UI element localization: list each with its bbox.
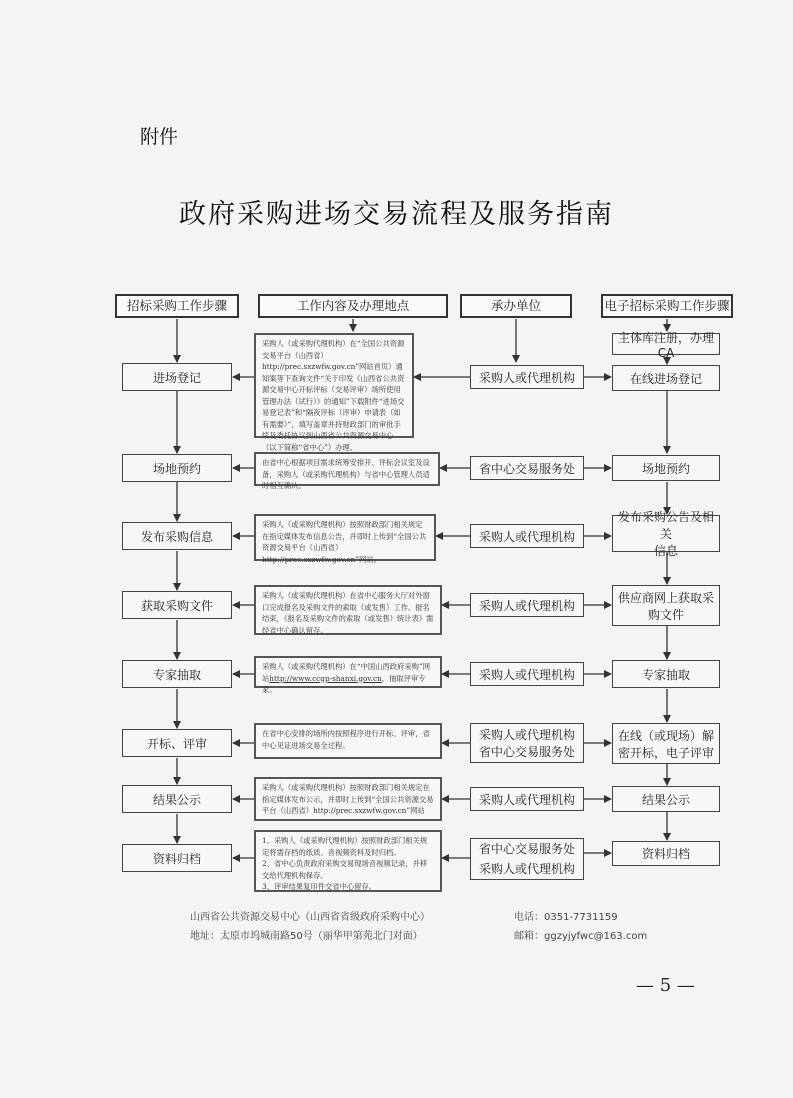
unit-expert-selection	[470, 662, 584, 686]
desc-list-item-1: 1、采购人（或采购代理机构）按照财政部门相关规定将需存档的纸质、音视频资料及时归档。	[262, 836, 428, 857]
eproc-label-line-1: 发布采购公告及相关	[617, 510, 714, 541]
eproc-label-line-1: 供应商网上获取采	[617, 590, 714, 605]
step-venue-booking	[122, 454, 232, 482]
desc-text-part: ，抽取评审专家。	[262, 673, 426, 694]
eproc-entry-registration	[612, 365, 720, 391]
unit-label-line-2: 采购人或代理机构	[478, 862, 575, 876]
desc-text: 采购人（或采购代理机构）在省中心服务大厅对外窗口完成报名及采购文件的索取（或发售）工作。报名结束，《报名及采购文件的索取（或发售）统计表》需经省中心确认留存。	[262, 591, 434, 635]
unit-venue-booking	[470, 456, 584, 480]
unit-label: 采购人或代理机构	[478, 792, 575, 807]
desc-venue-booking	[254, 452, 440, 490]
unit-archiving	[470, 838, 584, 880]
unit-publish-info	[470, 524, 584, 548]
unit-label: 采购人或代理机构	[478, 529, 575, 544]
eproc-label-line-2: 信息	[653, 544, 678, 558]
eproc-obtain-documents	[612, 585, 720, 626]
header-eproc: 电子招标采购工作步骤	[601, 294, 733, 318]
step-label: 获取采购文件	[140, 598, 213, 613]
unit-opening-review	[470, 723, 584, 763]
step-entry-registration	[122, 363, 232, 391]
desc-text: 采购人（或采购代理机构）按照财政部门相关规定在指定媒体发布信息公告，并即时上传到“全国公共资源交易平台（山西省）http://prec.sxzwfw.gov.cn”网站。	[262, 520, 427, 564]
desc-expert-selection	[254, 656, 442, 694]
eproc-label: 场地预约	[641, 461, 690, 476]
unit-label: 采购人或代理机构	[478, 370, 575, 385]
footer-email	[514, 927, 647, 942]
desc-text: 采购人（或采购代理机构）按照财政部门相关规定在指定媒体发布公示，并即时上传到“全国公共资源交易平台（山西省）http://prec.sxzwfw.gov.cn”网站	[262, 783, 434, 815]
footer-org: 山西省公共资源交易中心（山西省省级政府采购中心）	[190, 912, 430, 923]
eproc-label: 在线进场登记	[629, 371, 702, 386]
eproc-publish-info	[612, 510, 720, 558]
unit-label: 省中心交易服务处	[478, 461, 575, 476]
header-content: 工作内容及办理地点	[258, 294, 448, 318]
unit-label-line-2: 省中心交易服务处	[478, 745, 575, 759]
step-opening-review	[122, 729, 232, 757]
desc-publish-info	[254, 514, 436, 564]
step-label: 专家抽取	[152, 667, 201, 682]
page-title: 政府采购进场交易流程及服务指南	[179, 199, 614, 230]
desc-archiving	[254, 830, 442, 892]
header-steps: 招标采购工作步骤	[115, 294, 239, 318]
unit-entry-registration	[470, 365, 584, 389]
footer-email-label: 邮箱：	[514, 931, 544, 942]
eproc-opening-review	[612, 723, 720, 764]
eproc-label-line-2: 密开标，电子评审	[617, 745, 714, 760]
desc-text: 采购人（或采购代理机构）在“全国公共资源交易平台（山西省）http://prec.sxzwfw.gov.cn”网站首页）通知案等下查询文件“关于印发《山西省公共资源交易中心开标评标（交易评审）场所使用管理办法（试行）》的通知”下载附件“进场交易登记表”和“隔夜评标（评审）申请表（如有需要）”，填写盖章并持财政部门的审批手续及委托协议到山西省公共资源交易中心（以下简称“省中心”）办理。	[262, 339, 405, 452]
step-label: 场地预约	[152, 461, 201, 476]
unit-label-line-1: 采购人或代理机构	[478, 728, 575, 742]
footer-email-address: ggzyjyfwc@163.com	[544, 931, 648, 942]
unit-result-publicity	[470, 787, 584, 811]
step-archiving	[122, 844, 232, 872]
eproc-expert-selection	[612, 660, 720, 688]
desc-list-item-3: 3、评审结果复印件交省中心留存。	[262, 882, 377, 891]
expert-site-link[interactable]: http://www.ccgp-shanxi.gov.cn	[269, 673, 382, 683]
eproc-label: 资料归档	[641, 847, 690, 861]
header-unit: 承办单位	[460, 294, 572, 318]
desc-text: 在省中心安排的场所内按照程序进行开标、评审，省中心见证进场交易全过程。	[262, 729, 430, 750]
step-label: 发布采购信息	[140, 529, 213, 544]
annex-label: 附件	[140, 126, 179, 148]
eproc-label-line-1: 在线（或现场）解	[617, 728, 714, 743]
step-label: 开标、评审	[146, 736, 207, 751]
footer-address: 地址：太原市坞城南路50号（丽华甲第苑北门对面）	[190, 931, 423, 942]
unit-obtain-documents	[470, 593, 584, 617]
eproc-label: 专家抽取	[641, 667, 690, 682]
step-label: 结果公示	[152, 792, 201, 807]
step-obtain-documents	[122, 591, 232, 619]
page-number: — 5 —	[636, 975, 695, 996]
eproc-result-publicity	[612, 786, 720, 812]
eproc-label-line-2: 购文件	[647, 607, 684, 622]
step-label: 资料归档	[152, 851, 201, 866]
unit-label: 采购人或代理机构	[478, 598, 575, 613]
eproc-archiving	[612, 841, 720, 866]
desc-text: 由省中心根据项目需求统筹安排开、评标会议室及设备，采购人（或采购代理机构）与省中心管理人员适时相互确认。	[262, 458, 430, 490]
desc-entry-registration	[254, 333, 414, 452]
unit-label-line-1: 省中心交易服务处	[478, 842, 575, 856]
eproc-label: 结果公示	[641, 792, 690, 807]
desc-text	[262, 661, 434, 696]
step-expert-selection	[122, 660, 232, 688]
desc-result-publicity	[254, 777, 442, 821]
desc-opening-review	[254, 723, 442, 759]
footer-phone: 电话：0351-7731159	[514, 912, 618, 923]
unit-label: 采购人或代理机构	[478, 667, 575, 682]
eproc-ca-label: 主体库注册，办理CA	[617, 330, 714, 360]
desc-text-part: 采购人（或采购代理机构）在“中国山西政府采购”网站	[262, 662, 430, 683]
step-label: 进场登记	[152, 370, 201, 385]
step-publish-info	[122, 522, 232, 550]
desc-list-item-2: 2、省中心负责政府采购交易现场音视频记录，并移交给代理机构保存。	[262, 859, 428, 880]
step-result-publicity	[122, 785, 232, 813]
desc-obtain-documents	[254, 585, 442, 635]
eproc-venue-booking	[612, 455, 720, 481]
